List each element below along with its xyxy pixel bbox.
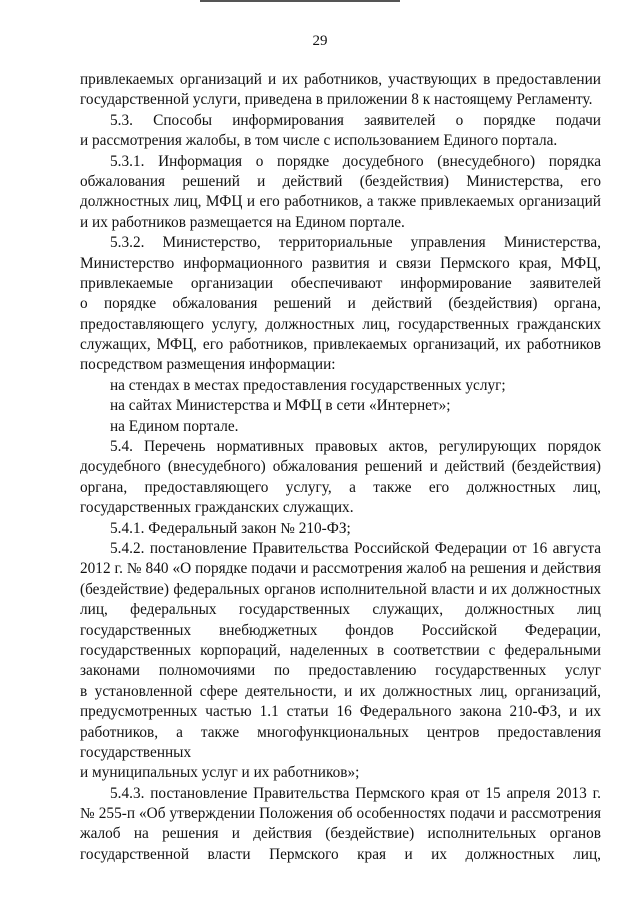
text-line: лиц, федеральных государственных служащих, должностных лиц (80, 601, 601, 619)
text-line: 5.4.2. постановление Правительства Российской Федерации от 16 августа (110, 539, 601, 557)
text-line: и их работников размещается на Едином портале. (80, 213, 405, 231)
text-line: 5.3.2. Министерство, территориальные управления Министерства, (110, 234, 601, 252)
text-line: служащих, МФЦ, его работников, привлекаемых организаций, их работников (80, 336, 601, 354)
text-line: в установленной сфере деятельности, и их должностных лиц, организаций, (80, 682, 601, 700)
text-line: 5.3. Способы информирования заявителей о порядке подачи (110, 111, 601, 129)
text-line: посредством размещения информации: (80, 356, 336, 374)
text-line: государственных гражданских служащих. (80, 499, 354, 517)
text-line: № 255-п «Об утверждении Положения об особенностях подачи и рассмотрения (80, 805, 601, 823)
text-line: на стендах в местах предоставления государственных услуг; (110, 376, 506, 394)
text-line: законами полномочиями по предоставлению государственных услуг (80, 662, 601, 680)
text-line: государственных корпораций, наделенных в соответствии с федеральными (80, 641, 601, 659)
text-line: привлекаемые организации обеспечивают информирование заявителей (80, 274, 601, 292)
text-line: предусмотренных частью 1.1 статьи 16 Федерального закона 210-ФЗ, и их (80, 703, 601, 721)
text-line: жалоб на решения и действия (бездействие) исполнительных органов (80, 825, 601, 843)
text-line: 5.4.3. постановление Правительства Пермского края от 15 апреля 2013 г. (110, 784, 601, 802)
text-line: Министерство информационного развития и связи Пермского края, МФЦ, (80, 254, 601, 272)
text-line: органа, предоставляющего услугу, а также его должностных лиц, (80, 478, 601, 496)
text-line: и муниципальных услуг и их работников»; (80, 764, 360, 782)
text-line: государственной услуги, приведена в приложении 8 к настоящему Регламенту. (80, 91, 593, 109)
text-line: 5.4. Перечень нормативных правовых актов, регулирующих порядок (110, 438, 601, 456)
text-line: работников, а также многофункциональных центров предоставления (80, 723, 601, 741)
text-line: привлекаемых организаций и их работников, участвующих в предоставлении (80, 71, 601, 88)
text-line: должностных лиц, МФЦ и его работников, а также привлекаемых организаций (80, 193, 601, 211)
text-line: досудебного (внесудебного) обжалования решений и действий (бездействия) (80, 458, 601, 476)
text-line: обжалования решений и действий (бездействия) Министерства, его (80, 172, 601, 190)
text-line: 2012 г. № 840 «О порядке подачи и рассмотрения жалоб на решения и действия (80, 560, 601, 578)
text-line: и рассмотрения жалобы, в том числе с использованием Единого портала. (80, 132, 558, 150)
text-line: 5.3.1. Информация о порядке досудебного (внесудебного) порядка (110, 152, 601, 170)
text-line: государственных внебюджетных фондов Российской Федерации, (80, 621, 601, 639)
scan-top-line (200, 0, 400, 2)
text-line: о порядке обжалования решений и действий (бездействия) органа, (80, 295, 601, 313)
text-line: на Едином портале. (110, 417, 239, 435)
text-line: предоставляющего услугу, должностных лиц, государственных гражданских (80, 315, 601, 333)
text-line: (бездействие) федеральных органов исполнительной власти и их должностных (80, 580, 601, 598)
text-line: 5.4.1. Федеральный закон № 210-ФЗ; (110, 519, 351, 537)
page-number: 29 (312, 33, 328, 49)
text-line: на сайтах Министерства и МФЦ в сети «Интернет»; (110, 397, 451, 415)
document-body (80, 70, 601, 865)
text-line: государственных (80, 743, 192, 761)
text-line: государственной власти Пермского края и их должностных лиц, (80, 845, 601, 863)
